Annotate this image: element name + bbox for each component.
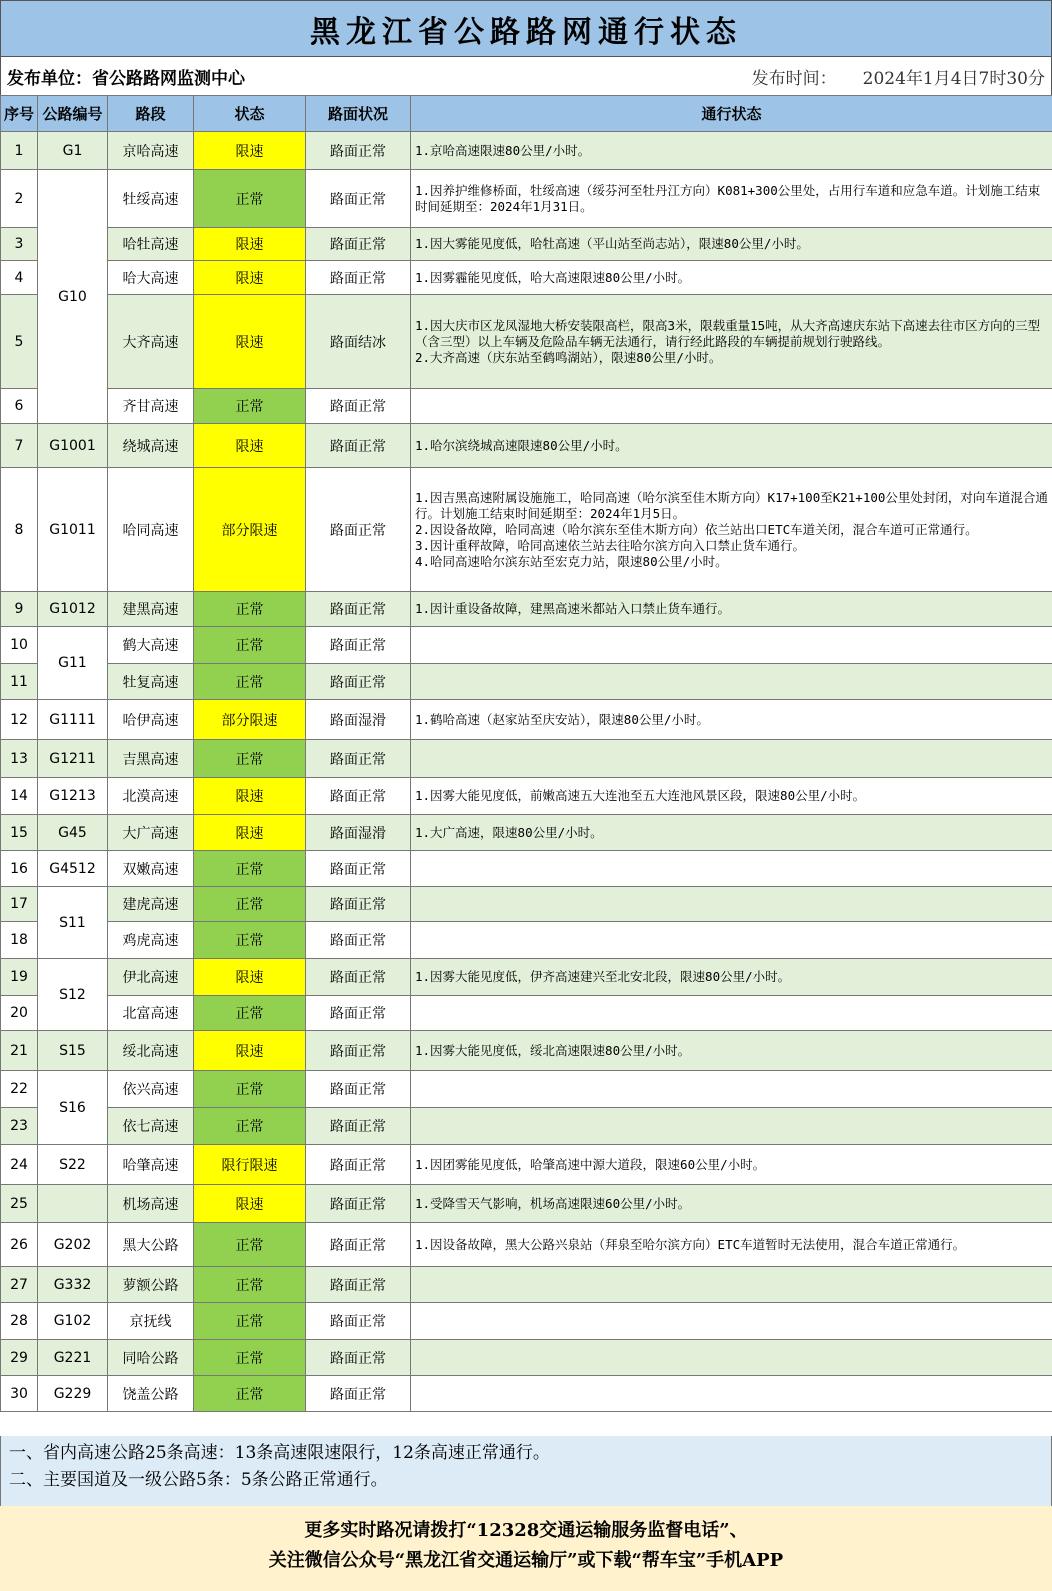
publish-time-info (752, 64, 1051, 89)
traffic-note-line: 1.因大庆市区龙凤湿地大桥安装限高栏，限高3米，限载重量15吨，从大齐高速庆东站下高速去往市区方向的三型（含三型）以上车辆及危险品车辆无法通行，请行经此路段的车辆提前规划行驶路线。 (415, 317, 1041, 349)
status-badge: 限速 (194, 228, 306, 261)
traffic-note-line: 4.哈同高速哈尔滨东站至宏克力站，限速80公里/小时。 (415, 553, 728, 569)
surface-condition: 路面正常 (306, 1071, 411, 1108)
surface-condition: 路面正常 (306, 261, 411, 295)
table-row (1, 170, 1052, 228)
traffic-note (411, 1267, 1052, 1303)
table-row (1, 922, 1052, 959)
status-badge: 正常 (194, 887, 306, 922)
road-section: 哈同高速 (108, 468, 194, 592)
row-number: 1 (1, 132, 38, 170)
row-number: 26 (1, 1223, 38, 1267)
surface-condition: 路面正常 (306, 627, 411, 664)
status-badge: 正常 (194, 996, 306, 1031)
surface-condition: 路面湿滑 (306, 815, 411, 851)
status-badge: 限速 (194, 424, 306, 468)
row-number: 23 (1, 1108, 38, 1145)
publisher: 发布单位：省公路路网监测中心 (7, 68, 245, 89)
traffic-note (411, 1031, 1052, 1071)
row-number: 13 (1, 740, 38, 778)
surface-condition: 路面正常 (306, 996, 411, 1031)
road-section: 哈大高速 (108, 261, 194, 295)
road-code: S11 (38, 887, 108, 959)
road-code: S12 (38, 959, 108, 1031)
traffic-note-line: 1.鹤哈高速（赵家站至庆安站），限速80公里/小时。 (415, 711, 709, 727)
row-number: 22 (1, 1071, 38, 1108)
road-code: S22 (38, 1145, 108, 1185)
table-row (1, 815, 1052, 851)
road-section: 同哈公路 (108, 1340, 194, 1376)
summary-line-national-roads: 二、主要国道及一级公路5条：5条公路正常通行。 (9, 1470, 388, 1490)
traffic-note (411, 922, 1052, 959)
road-section: 大广高速 (108, 815, 194, 851)
traffic-note (411, 700, 1052, 740)
surface-condition: 路面结冰 (306, 295, 411, 389)
table-row (1, 424, 1052, 468)
surface-condition: 路面正常 (306, 424, 411, 468)
table-row (1, 261, 1052, 295)
surface-condition: 路面正常 (306, 468, 411, 592)
road-code: S16 (38, 1071, 108, 1145)
surface-condition: 路面正常 (306, 851, 411, 887)
road-section: 齐甘高速 (108, 389, 194, 424)
traffic-note (411, 778, 1052, 815)
road-section: 建虎高速 (108, 887, 194, 922)
row-number: 24 (1, 1145, 38, 1185)
surface-condition: 路面正常 (306, 778, 411, 815)
row-number: 4 (1, 261, 38, 295)
surface-condition: 路面正常 (306, 132, 411, 170)
traffic-note-line: 1.因计重设备故障，建黑高速米都站入口禁止货车通行。 (415, 601, 731, 616)
status-badge: 限速 (194, 959, 306, 996)
row-number: 6 (1, 389, 38, 424)
table-row (1, 740, 1052, 778)
footer-line-hotline: 更多实时路况请拨打“12328交通运输服务监督电话”、 (304, 1520, 748, 1541)
road-code: G1011 (38, 468, 108, 592)
road-section: 鸡虎高速 (108, 922, 194, 959)
road-code: G202 (38, 1223, 108, 1267)
surface-condition: 路面正常 (306, 1223, 411, 1267)
traffic-note (411, 627, 1052, 664)
surface-condition: 路面正常 (306, 170, 411, 228)
table-row (1, 389, 1052, 424)
traffic-note (411, 1185, 1052, 1223)
surface-condition: 路面正常 (306, 1376, 411, 1412)
road-code: G1213 (38, 778, 108, 815)
surface-condition: 路面正常 (306, 389, 411, 424)
table-row (1, 1267, 1052, 1303)
traffic-note (411, 959, 1052, 996)
header-surface: 路面状况 (306, 96, 411, 132)
publish-info-bar (0, 57, 1052, 95)
traffic-note-line: 1.因雾霾能见度低，哈大高速限速80公里/小时。 (415, 269, 691, 285)
road-section: 哈牡高速 (108, 228, 194, 261)
status-badge: 限行限速 (194, 1145, 306, 1185)
road-section: 北富高速 (108, 996, 194, 1031)
status-badge: 正常 (194, 1376, 306, 1412)
row-number: 10 (1, 627, 38, 664)
table-header-row (1, 96, 1052, 132)
road-section: 双嫩高速 (108, 851, 194, 887)
traffic-note-line: 1.因设备故障，黑大公路兴泉站（拜泉至哈尔滨方向）ETC车道暂时无法使用，混合车道正常通行。 (415, 1236, 966, 1252)
row-number: 7 (1, 424, 38, 468)
header-status: 状态 (194, 96, 306, 132)
road-section: 北漠高速 (108, 778, 194, 815)
surface-condition: 路面正常 (306, 959, 411, 996)
status-badge: 限速 (194, 1031, 306, 1071)
traffic-note-line: 1.京哈高速限速80公里/小时。 (415, 142, 591, 158)
header-code: 公路编号 (38, 96, 108, 132)
traffic-note (411, 1376, 1052, 1412)
traffic-note-line: 2.因设备故障，哈同高速（哈尔滨东至佳木斯方向）依兰站出口ETC车道关闭，混合车道可正常通行。 (415, 521, 978, 537)
traffic-note-line: 1.受降雪天气影响，机场高速限速60公里/小时。 (415, 1195, 691, 1211)
summary-line-highways: 一、省内高速公路25条高速：13条高速限速限行，12条高速正常通行。 (9, 1443, 550, 1463)
status-table (0, 95, 1052, 1412)
status-badge: 正常 (194, 1303, 306, 1340)
road-section: 建黑高速 (108, 592, 194, 627)
publish-time-label: 发布时间： (751, 68, 837, 89)
table-row (1, 1376, 1052, 1412)
road-section: 萝额公路 (108, 1267, 194, 1303)
traffic-note-line: 1.因大雾能见度低，哈牡高速（平山站至尚志站），限速80公里/小时。 (415, 236, 809, 251)
road-code: G4512 (38, 851, 108, 887)
road-code: G1001 (38, 424, 108, 468)
road-code (38, 1185, 108, 1223)
table-row (1, 1303, 1052, 1340)
status-badge: 限速 (194, 778, 306, 815)
road-section: 依七高速 (108, 1108, 194, 1145)
status-badge: 正常 (194, 922, 306, 959)
road-section: 绥北高速 (108, 1031, 194, 1071)
road-section: 牡绥高速 (108, 170, 194, 228)
surface-condition: 路面正常 (306, 664, 411, 700)
road-code: G10 (38, 170, 108, 424)
row-number: 8 (1, 468, 38, 592)
footer-line-wechat: 关注微信公众号“黑龙江省交通运输厅”或下载“帮车宝”手机APP (268, 1550, 784, 1571)
row-number: 5 (1, 295, 38, 389)
status-badge: 正常 (194, 1223, 306, 1267)
road-code: G11 (38, 627, 108, 700)
table-row (1, 627, 1052, 664)
table-row (1, 851, 1052, 887)
table-row (1, 1145, 1052, 1185)
traffic-note-line: 1.因团雾能见度低，哈肇高速中源大道段，限速60公里/小时。 (415, 1156, 766, 1172)
traffic-note (411, 996, 1052, 1031)
road-code: G221 (38, 1340, 108, 1376)
road-section: 机场高速 (108, 1185, 194, 1223)
table-row (1, 468, 1052, 592)
road-code: G1012 (38, 592, 108, 627)
status-badge: 正常 (194, 1108, 306, 1145)
traffic-note (411, 424, 1052, 468)
table-row (1, 700, 1052, 740)
surface-condition: 路面正常 (306, 1303, 411, 1340)
traffic-note-line: 1.因雾大能见度低，绥北高速限速80公里/小时。 (415, 1042, 691, 1058)
table-row (1, 887, 1052, 922)
status-badge: 正常 (194, 1267, 306, 1303)
traffic-note (411, 170, 1052, 228)
surface-condition: 路面湿滑 (306, 700, 411, 740)
traffic-note-line: 1.哈尔滨绕城高速限速80公里/小时。 (415, 437, 628, 453)
status-badge: 正常 (194, 851, 306, 887)
row-number: 27 (1, 1267, 38, 1303)
status-badge: 正常 (194, 1340, 306, 1376)
status-badge: 正常 (194, 389, 306, 424)
road-section: 饶盖公路 (108, 1376, 194, 1412)
road-code: G332 (38, 1267, 108, 1303)
status-badge: 限速 (194, 132, 306, 170)
row-number: 17 (1, 887, 38, 922)
table-row (1, 1340, 1052, 1376)
table-row (1, 1071, 1052, 1108)
row-number: 20 (1, 996, 38, 1031)
road-section: 鹤大高速 (108, 627, 194, 664)
row-number: 29 (1, 1340, 38, 1376)
road-code: G229 (38, 1376, 108, 1412)
traffic-note (411, 851, 1052, 887)
traffic-note (411, 1303, 1052, 1340)
surface-condition: 路面正常 (306, 592, 411, 627)
surface-condition: 路面正常 (306, 922, 411, 959)
traffic-note (411, 132, 1052, 170)
status-badge: 限速 (194, 815, 306, 851)
surface-condition: 路面正常 (306, 740, 411, 778)
road-section: 哈肇高速 (108, 1145, 194, 1185)
road-section: 黑大公路 (108, 1223, 194, 1267)
traffic-note (411, 468, 1052, 592)
row-number: 3 (1, 228, 38, 261)
surface-condition: 路面正常 (306, 1108, 411, 1145)
row-number: 30 (1, 1376, 38, 1412)
table-row (1, 1031, 1052, 1071)
road-code: G1211 (38, 740, 108, 778)
traffic-note (411, 1223, 1052, 1267)
surface-condition: 路面正常 (306, 887, 411, 922)
publish-time-value: 2024年1月4日7时30分 (862, 68, 1045, 89)
status-badge: 正常 (194, 1071, 306, 1108)
table-row (1, 1185, 1052, 1223)
traffic-note-line: 1.因雾大能见度低，前嫩高速五大连池至五大连池风景区段，限速80公里/小时。 (415, 788, 866, 803)
road-code: G102 (38, 1303, 108, 1340)
row-number: 11 (1, 664, 38, 700)
road-section: 牡复高速 (108, 664, 194, 700)
road-section: 京抚线 (108, 1303, 194, 1340)
row-number: 14 (1, 778, 38, 815)
traffic-note (411, 887, 1052, 922)
status-badge: 部分限速 (194, 700, 306, 740)
table-row (1, 664, 1052, 700)
surface-condition: 路面正常 (306, 1031, 411, 1071)
road-section: 依兴高速 (108, 1071, 194, 1108)
traffic-note (411, 228, 1052, 261)
table-row (1, 1108, 1052, 1145)
table-row (1, 132, 1052, 170)
footer-notice (0, 1506, 1052, 1591)
row-number: 15 (1, 815, 38, 851)
row-number: 19 (1, 959, 38, 996)
status-badge: 正常 (194, 664, 306, 700)
table-row (1, 959, 1052, 996)
traffic-note (411, 1340, 1052, 1376)
traffic-note (411, 740, 1052, 778)
table-row (1, 778, 1052, 815)
surface-condition: 路面正常 (306, 1185, 411, 1223)
status-badge: 限速 (194, 295, 306, 389)
status-badge: 限速 (194, 1185, 306, 1223)
traffic-note (411, 261, 1052, 295)
status-badge: 限速 (194, 261, 306, 295)
row-number: 9 (1, 592, 38, 627)
traffic-note (411, 815, 1052, 851)
road-code: G1 (38, 132, 108, 170)
header-section: 路段 (108, 96, 194, 132)
traffic-note-line: 1.因吉黑高速附属设施施工，哈同高速（哈尔滨至佳木斯方向）K17+100至K21+100公里处封闭，对向车道混合通行。计划施工结束时间延期至：2024年1月5日。 (415, 489, 1048, 521)
row-number: 21 (1, 1031, 38, 1071)
road-section: 京哈高速 (108, 132, 194, 170)
row-number: 25 (1, 1185, 38, 1223)
traffic-note (411, 1071, 1052, 1108)
table-row (1, 592, 1052, 627)
road-section: 哈伊高速 (108, 700, 194, 740)
surface-condition: 路面正常 (306, 1340, 411, 1376)
status-badge: 正常 (194, 170, 306, 228)
status-badge: 部分限速 (194, 468, 306, 592)
page-title: 黑龙江省公路路网通行状态 (0, 0, 1052, 57)
summary-box (0, 1436, 1052, 1506)
row-number: 18 (1, 922, 38, 959)
traffic-note-line: 2.大齐高速（庆东站至鹤鸣湖站），限速80公里/小时。 (415, 349, 722, 365)
road-code: G1111 (38, 700, 108, 740)
road-section: 伊北高速 (108, 959, 194, 996)
traffic-note-line: 3.因计重秤故障，哈同高速依兰站去往哈尔滨方向入口禁止货车通行。 (415, 537, 806, 553)
surface-condition: 路面正常 (306, 228, 411, 261)
traffic-note (411, 1108, 1052, 1145)
table-row (1, 295, 1052, 389)
traffic-note (411, 1145, 1052, 1185)
table-row (1, 228, 1052, 261)
surface-condition: 路面正常 (306, 1145, 411, 1185)
road-section: 大齐高速 (108, 295, 194, 389)
table-row (1, 996, 1052, 1031)
traffic-note (411, 592, 1052, 627)
row-number: 2 (1, 170, 38, 228)
road-section: 吉黑高速 (108, 740, 194, 778)
status-badge: 正常 (194, 627, 306, 664)
header-traffic: 通行状态 (411, 96, 1052, 132)
road-code: S15 (38, 1031, 108, 1071)
road-section: 绕城高速 (108, 424, 194, 468)
traffic-note (411, 389, 1052, 424)
row-number: 12 (1, 700, 38, 740)
status-badge: 正常 (194, 592, 306, 627)
traffic-note-line: 1.大广高速，限速80公里/小时。 (415, 824, 603, 840)
surface-condition: 路面正常 (306, 1267, 411, 1303)
traffic-note (411, 295, 1052, 389)
traffic-note-line: 1.因养护维修桥面，牡绥高速（绥芬河至牡丹江方向）K081+300公里处，占用行车道和应急车道。计划施工结束时间延期至：2024年1月31日。 (415, 182, 1041, 214)
table-body (1, 132, 1052, 1412)
table-row (1, 1223, 1052, 1267)
status-badge: 正常 (194, 740, 306, 778)
road-code: G45 (38, 815, 108, 851)
traffic-note (411, 664, 1052, 700)
row-number: 16 (1, 851, 38, 887)
traffic-note-line: 1.因雾大能见度低，伊齐高速建兴至北安北段，限速80公里/小时。 (415, 969, 791, 984)
row-number: 28 (1, 1303, 38, 1340)
header-no: 序号 (1, 96, 38, 132)
